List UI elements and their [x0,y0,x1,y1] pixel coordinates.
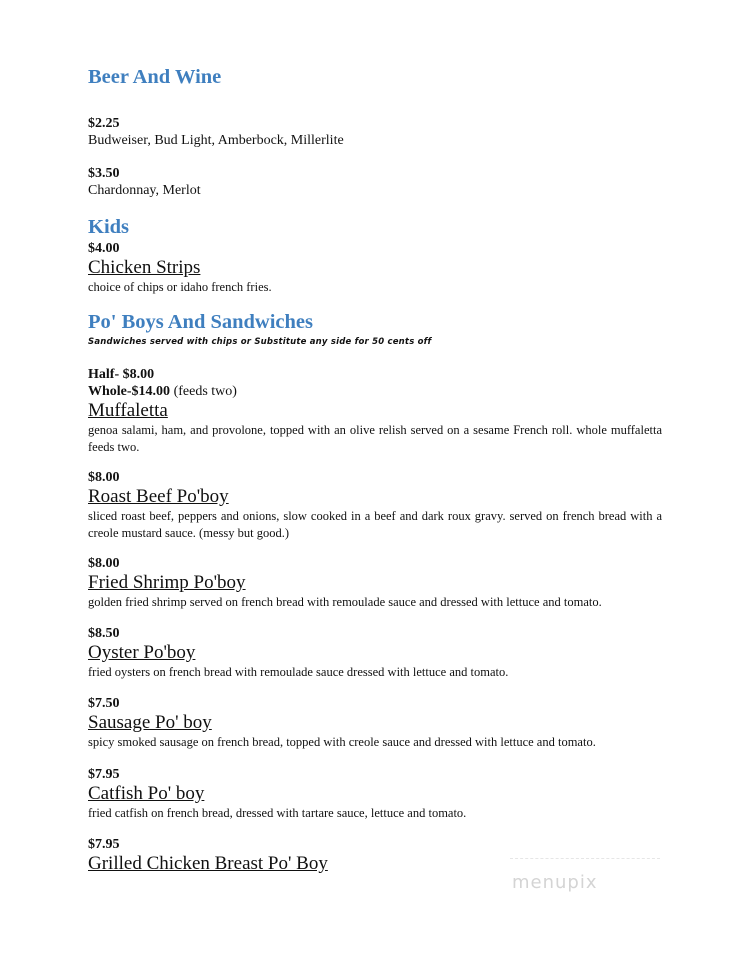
item-description: spicy smoked sausage on french bread, topped with creole sauce and dressed with lettuce and tomato. [88,735,596,749]
item-name: Grilled Chicken Breast Po' Boy [88,853,328,874]
section-title-kids: Kids [88,216,130,238]
watermark-logo: menupix [512,872,598,893]
item-name: Chicken Strips [88,257,201,278]
price: $8.50 [88,626,120,641]
item-description: golden fried shrimp served on french bread with remoulade sauce and dressed with lettuce and tomato. [88,595,602,609]
price: $8.00 [88,556,120,571]
price: Half- $8.00 [88,367,155,382]
item-description: sliced roast beef, peppers and onions, slow cooked in a beef and dark roux gravy. served on french bread with a creole mustard sauce. (messy but good.) [88,509,662,540]
item-name: Sausage Po' boy [88,712,212,733]
beer-list: Budweiser, Bud Light, Amberbock, Millerlite [88,133,344,148]
item-name: Catfish Po' boy [88,783,205,804]
price: $4.00 [88,241,120,256]
item-name: Roast Beef Po'boy [88,486,229,507]
item-name: Fried Shrimp Po'boy [88,572,246,593]
item-description: fried catfish on french bread, dressed with tartare sauce, lettuce and tomato. [88,806,467,820]
item-name: Oyster Po'boy [88,642,196,663]
price-whole: Whole-$14.00 [88,384,171,399]
price-note: (feeds two) [170,384,237,399]
price: $3.50 [88,166,120,181]
wine-list: Chardonnay, Merlot [88,183,201,198]
section-note: Sandwiches served with chips or Substitute any side for 50 cents off [88,337,432,347]
price: $7.50 [88,696,120,711]
price: $7.95 [88,837,120,852]
item-description: genoa salami, ham, and provolone, topped with an olive relish served on a sesame French roll. whole muffaletta feeds two. [88,423,662,454]
section-title-poboys: Po' Boys And Sandwiches [88,311,313,333]
item-description: fried oysters on french bread with remoulade sauce dressed with lettuce and tomato. [88,665,509,679]
watermark-divider [510,858,660,859]
item-name: Muffaletta [88,400,168,421]
item-description: choice of chips or idaho french fries. [88,280,272,294]
price: $8.00 [88,470,120,485]
price: $7.95 [88,767,120,782]
price [88,383,237,400]
section-title-beer-wine: Beer And Wine [88,66,222,88]
price: $2.25 [88,116,120,131]
